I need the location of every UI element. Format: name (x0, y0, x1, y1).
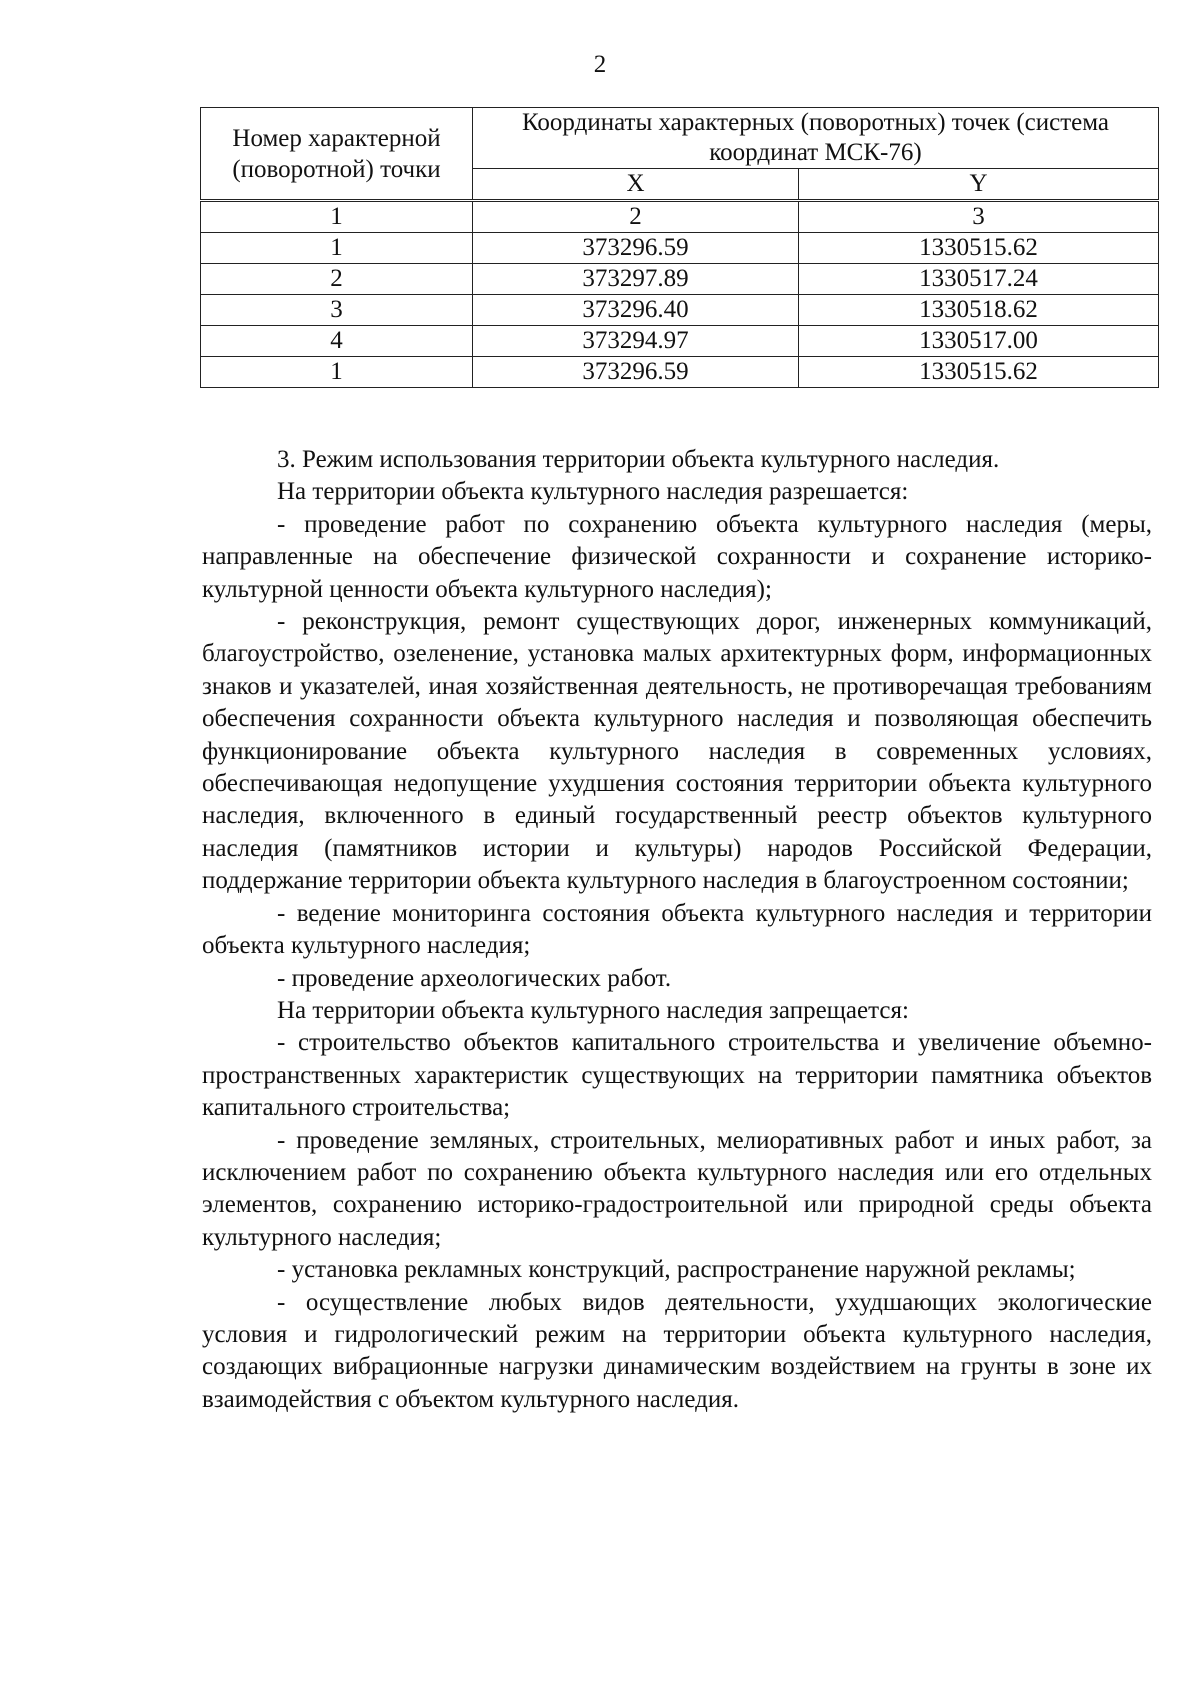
point-number-cell: 1 (201, 357, 473, 388)
header-y: Y (799, 169, 1159, 201)
page-number: 2 (593, 51, 607, 78)
prohibited-item: - строительство объектов капитального строительства и увеличение объемно-пространственных характеристик существующих на территории памятника объектов капитального строительства; (202, 1029, 1152, 1122)
x-cell: 373294.97 (473, 326, 799, 357)
allowed-item: - ведение мониторинга состояния объекта культурного наследия и территории объекта культурного наследия; (202, 899, 1152, 960)
y-cell: 1330517.00 (799, 326, 1159, 357)
point-number-cell: 4 (201, 326, 473, 357)
point-number-cell: 1 (201, 233, 473, 264)
x-cell: 373296.40 (473, 295, 799, 326)
y-cell: 1330515.62 (799, 357, 1159, 388)
table-row (201, 295, 1159, 326)
prohibited-item: - проведение земляных, строительных, мелиоративных работ и иных работ, за исключением работ по сохранению объекта культурного наследия или его отдельных элементов, сохранению историко-градостроительной или природной среды объекта культурного наследия; (202, 1126, 1152, 1251)
coordinates-table (200, 107, 1159, 388)
table-row (201, 264, 1159, 295)
allowed-item: - проведение работ по сохранению объекта культурного наследия (меры, направленные на обеспечение физической сохранности и сохранение историко-культурной ценности объекта культурного наследия); (202, 510, 1152, 603)
prohibited-item: - установка рекламных конструкций, распространение наружной рекламы; (277, 1256, 1076, 1284)
y-cell: 1330518.62 (799, 295, 1159, 326)
index-cell: 1 (201, 201, 473, 233)
allowed-item: - реконструкция, ремонт существующих дорог, инженерных коммуникаций, благоустройство, озеленение, установка малых архитектурных форм, информационных знаков и указателей, иная хозяйственная деятельность, не противоречащая требованиям обеспечения сохранности объекта культурного наследия и позволяющая обеспечить функционирование объекта культурного наследия в современных условиях, обеспечивающая недопущение ухудшения состояния территории объекта культурного наследия, включенного в единый государственный реестр объектов культурного наследия (памятников истории и культуры) народов Российской Федерации, поддержание территории объекта культурного наследия в благоустроенном состоянии; (202, 608, 1152, 895)
x-cell: 373296.59 (473, 357, 799, 388)
prohibited-item: - осуществление любых видов деятельности, ухудшающих экологические условия и гидрологический режим на территории объекта культурного наследия, создающих вибрационные нагрузки динамическим воздействием на грунты в зоне их взаимодействия с объектом культурного наследия. (202, 1288, 1152, 1413)
point-number-cell: 3 (201, 295, 473, 326)
table-header-row (201, 108, 1159, 169)
prohibited-intro: На территории объекта культурного наследия запрещается: (277, 996, 909, 1024)
x-cell: 373297.89 (473, 264, 799, 295)
allowed-item: - проведение археологических работ. (277, 964, 672, 992)
point-number-cell: 2 (201, 264, 473, 295)
table-row (201, 233, 1159, 264)
table-row (201, 326, 1159, 357)
index-cell: 2 (473, 201, 799, 233)
y-cell: 1330515.62 (799, 233, 1159, 264)
x-cell: 373296.59 (473, 233, 799, 264)
table-row (201, 357, 1159, 388)
section-heading: 3. Режим использования территории объекта культурного наследия. (277, 446, 1000, 473)
table-index-row (201, 201, 1159, 233)
header-coordinates: Координаты характерных (поворотных) точек (система координат МСК-76) (473, 108, 1159, 169)
y-cell: 1330517.24 (799, 264, 1159, 295)
header-point-number: Номер характерной (поворотной) точки (201, 108, 473, 201)
body-text (202, 444, 1152, 1416)
allowed-intro: На территории объекта культурного наследия разрешается: (277, 478, 909, 506)
index-cell: 3 (799, 201, 1159, 233)
header-x: X (473, 169, 799, 201)
